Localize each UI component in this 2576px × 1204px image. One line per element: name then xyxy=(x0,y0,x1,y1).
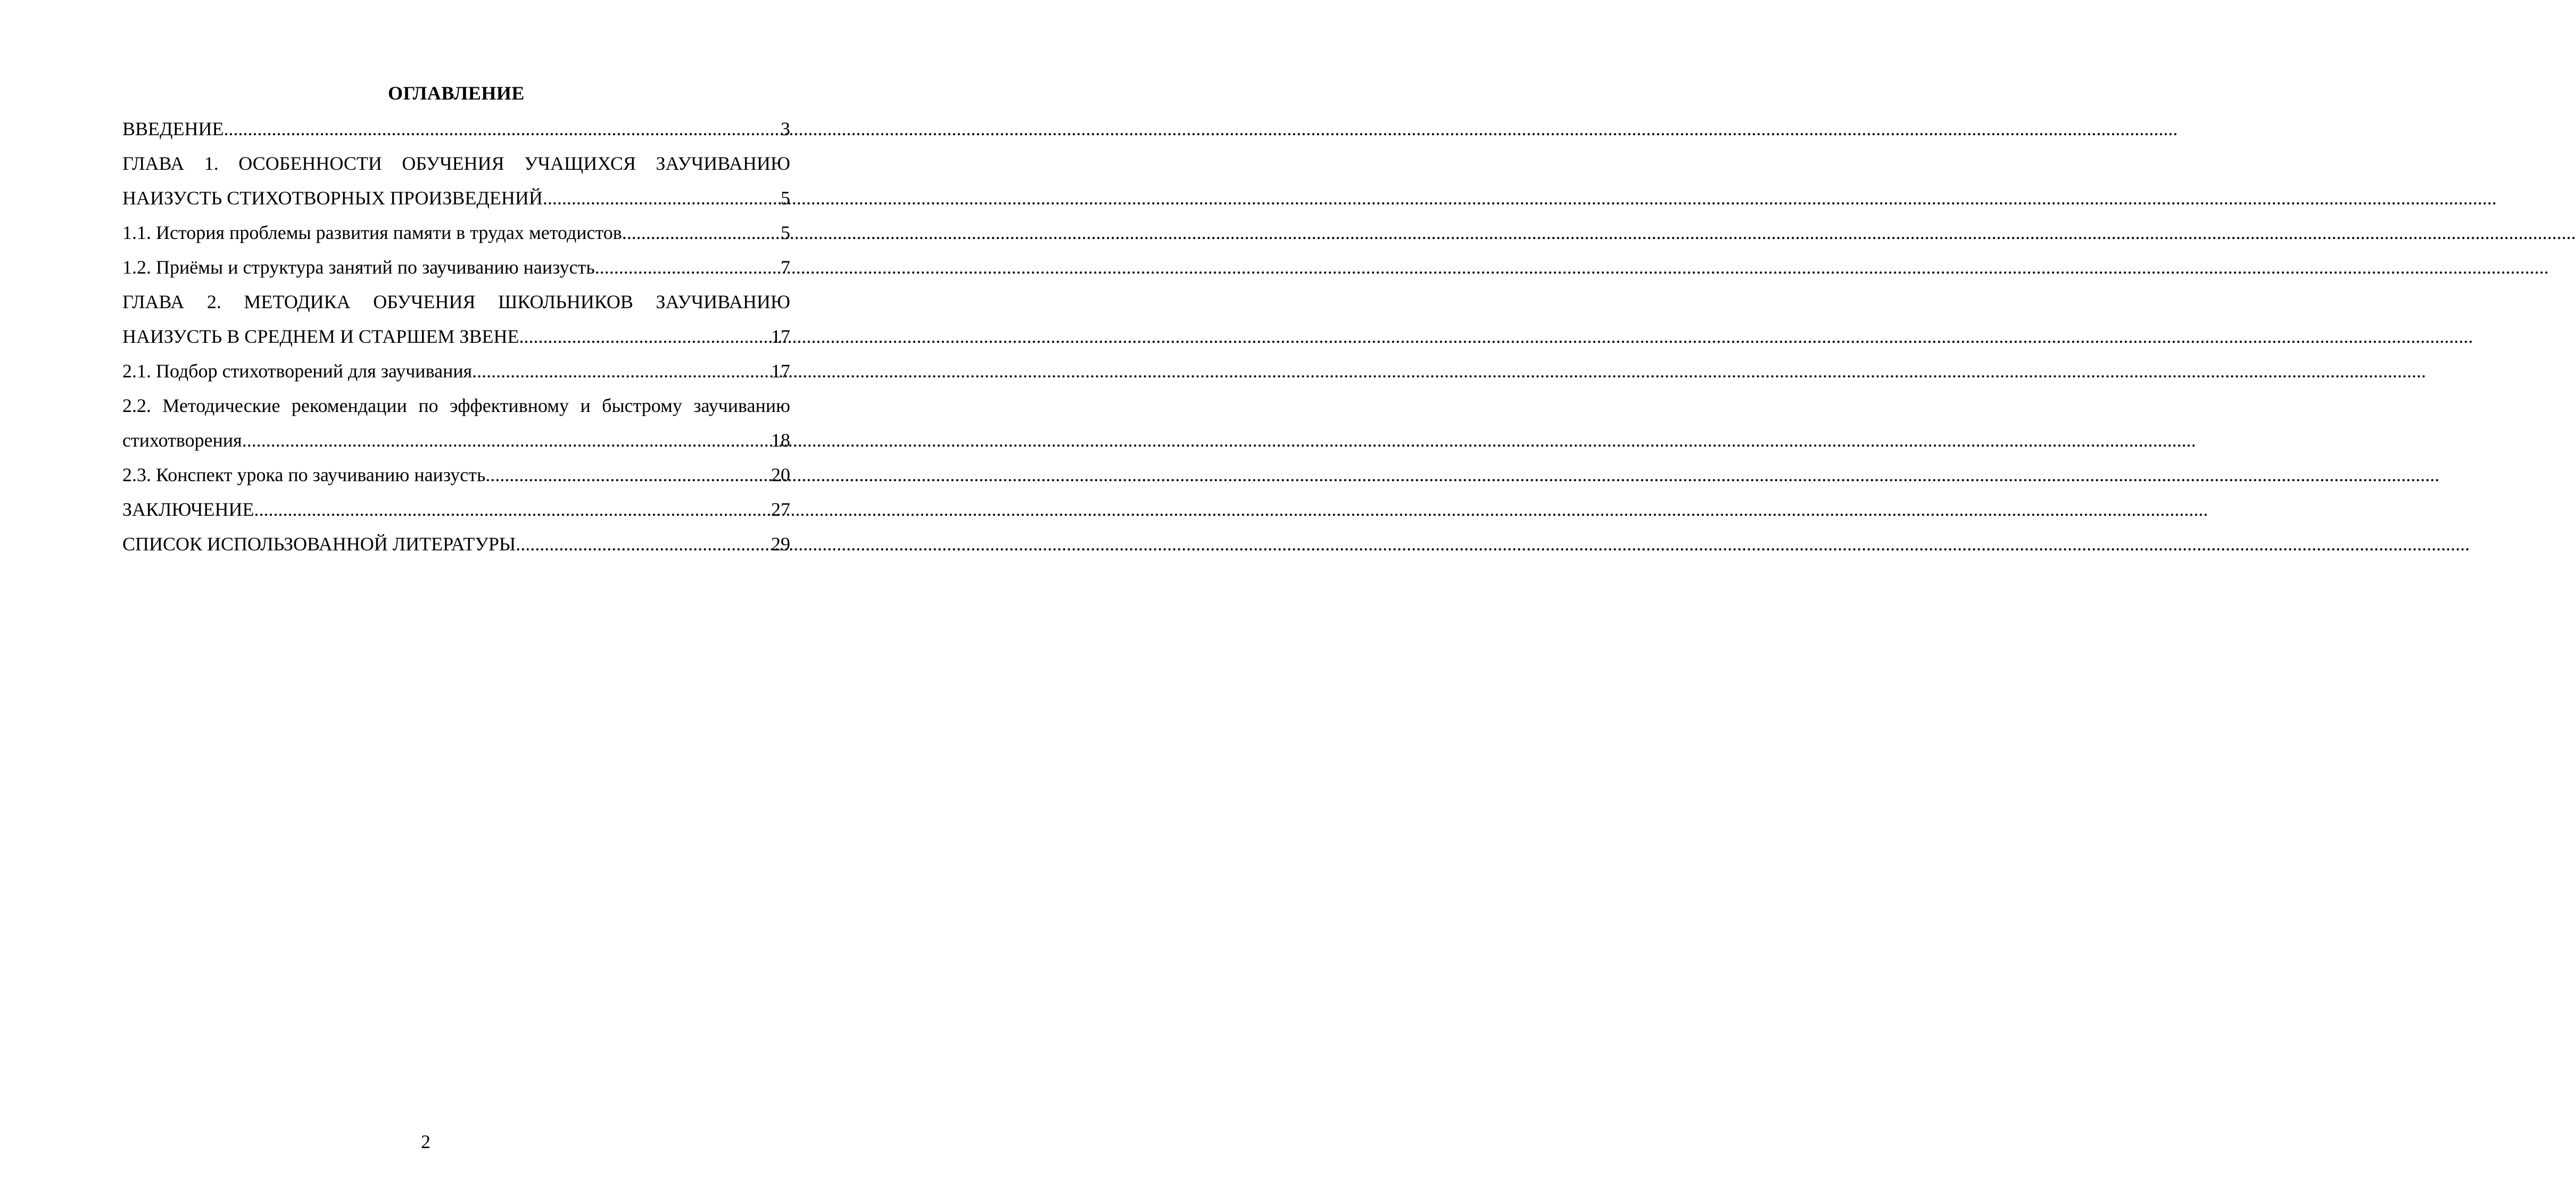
toc-entry-line xyxy=(122,112,790,146)
toc-entry-title: ЗАКЛЮЧЕНИЕ xyxy=(122,499,254,520)
toc-dot-leader xyxy=(543,181,781,216)
toc-dot-leader xyxy=(519,319,771,354)
toc-entry-page: 17 xyxy=(771,326,790,347)
toc-entry-line xyxy=(122,216,790,250)
toc-entry-page: 5 xyxy=(781,222,790,243)
toc-entry-section-2-1[interactable] xyxy=(122,354,790,389)
toc-entry-first-line: 2.2. Методические рекомендации по эффективному и быстрому заучиванию xyxy=(122,395,790,416)
toc-dot-leader xyxy=(472,354,771,389)
toc-entry-references[interactable] xyxy=(122,527,790,562)
toc-entry-page: 5 xyxy=(781,187,790,209)
toc-entry-line xyxy=(122,458,790,492)
toc-entry-title: 2.3. Конспект урока по заучиванию наизусть xyxy=(122,464,486,485)
toc-entry-first-line: ГЛАВА 2. МЕТОДИКА ОБУЧЕНИЯ ШКОЛЬНИКОВ ЗАУЧИВАНИЮ xyxy=(122,291,790,312)
toc-entry-chapter-1[interactable] xyxy=(122,146,790,216)
toc-entry-section-1-1[interactable] xyxy=(122,216,790,250)
toc-dot-leader xyxy=(485,458,771,492)
toc-entry-line xyxy=(122,492,790,527)
toc-entry-page: 3 xyxy=(781,118,790,139)
toc-dot-leader xyxy=(242,423,771,458)
toc-dot-leader xyxy=(595,250,781,285)
toc-entry-page: 7 xyxy=(781,257,790,278)
toc-entry-title: СПИСОК ИСПОЛЬЗОВАННОЙ ЛИТЕРАТУРЫ xyxy=(122,533,516,555)
toc-heading: ОГЛАВЛЕНИЕ xyxy=(388,83,525,104)
toc-entry-line xyxy=(122,423,790,458)
toc-entry-title: стихотворения xyxy=(122,430,242,451)
toc-entry-line xyxy=(122,250,790,285)
toc-entry-section-1-2[interactable] xyxy=(122,250,790,285)
toc-entry-title: 2.1. Подбор стихотворений для заучивания xyxy=(122,360,473,382)
toc-entry-page: 27 xyxy=(771,499,790,520)
toc-entry-section-2-3[interactable] xyxy=(122,458,790,492)
toc-entry-chapter-2[interactable] xyxy=(122,285,790,354)
toc-entry-line xyxy=(122,181,790,216)
toc-dot-leader xyxy=(254,492,771,527)
toc-entry-title: ВВЕДЕНИЕ xyxy=(122,118,224,139)
toc-dot-leader xyxy=(622,216,781,250)
toc-entry-first-line: ГЛАВА 1. ОСОБЕННОСТИ ОБУЧЕНИЯ УЧАЩИХСЯ ЗАУЧИВАНИЮ xyxy=(122,153,790,174)
toc-entry-line xyxy=(122,527,790,562)
toc-entry-title: 1.2. Приёмы и структура занятий по заучиванию наизусть xyxy=(122,257,595,278)
toc-dot-leader xyxy=(224,112,781,146)
page-number: 2 xyxy=(421,1131,430,1152)
toc-entry-page: 17 xyxy=(771,360,790,382)
toc-entry-title: НАИЗУСТЬ В СРЕДНЕМ И СТАРШЕМ ЗВЕНЕ xyxy=(122,326,519,347)
toc-entry-conclusion[interactable] xyxy=(122,492,790,527)
toc-entry-page: 18 xyxy=(771,430,790,451)
toc-entry-section-2-2[interactable] xyxy=(122,389,790,458)
document-page xyxy=(0,0,851,1204)
toc-entry-title: 1.1. История проблемы развития памяти в трудах методистов xyxy=(122,222,622,243)
toc-entry-page: 29 xyxy=(771,533,790,555)
toc-entry-line xyxy=(122,319,790,354)
toc-entry-page: 20 xyxy=(771,464,790,485)
toc-entry-line xyxy=(122,354,790,389)
toc-entry-introduction[interactable] xyxy=(122,112,790,146)
table-of-contents xyxy=(122,112,790,562)
toc-dot-leader xyxy=(516,527,771,562)
toc-entry-title: НАИЗУСТЬ СТИХОТВОРНЫХ ПРОИЗВЕДЕНИЙ xyxy=(122,187,543,209)
